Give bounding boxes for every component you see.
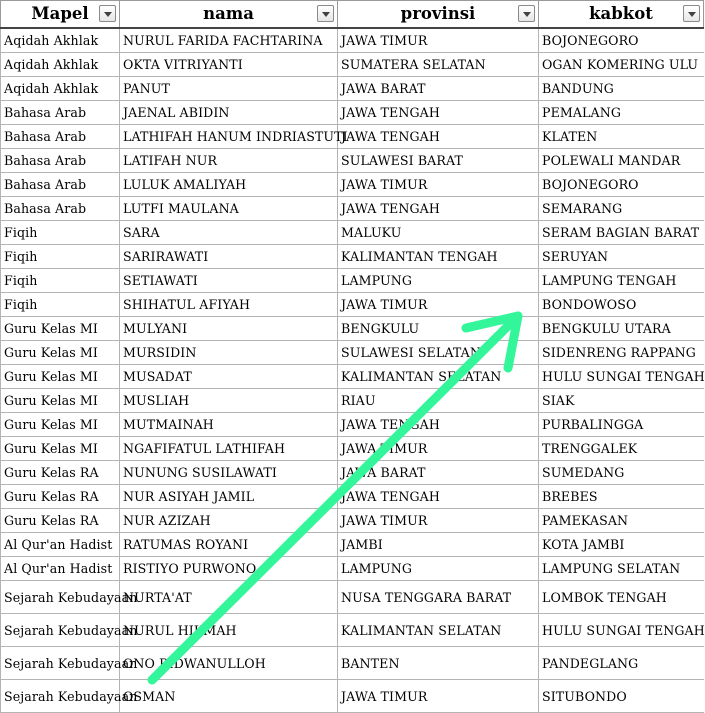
- cell-kabkot[interactable]: BOJONEGORO: [539, 28, 704, 53]
- cell-nama[interactable]: ONO RIDWANULLOH: [120, 647, 338, 680]
- cell-nama[interactable]: OSMAN: [120, 680, 338, 713]
- cell-nama[interactable]: MURSIDIN: [120, 341, 338, 365]
- cell-nama[interactable]: LUTFI MAULANA: [120, 197, 338, 221]
- table-row: [1, 437, 704, 461]
- cell-nama[interactable]: RISTIYO PURWONO: [120, 557, 338, 581]
- filter-dropdown-icon[interactable]: [683, 5, 700, 22]
- cell-mapel[interactable]: Bahasa Arab: [1, 173, 120, 197]
- header-row: [1, 1, 704, 29]
- table-row: [1, 509, 704, 533]
- cell-provinsi[interactable]: JAWA TENGAH: [338, 125, 539, 149]
- table-row: [1, 413, 704, 437]
- cell-mapel[interactable]: Guru Kelas MI: [1, 365, 120, 389]
- header-nama-label: nama: [203, 4, 254, 23]
- cell-provinsi[interactable]: JAWA TENGAH: [338, 485, 539, 509]
- header-provinsi-label: provinsi: [400, 4, 476, 23]
- cell-kabkot[interactable]: BREBES: [539, 485, 704, 509]
- cell-nama[interactable]: SARIRAWATI: [120, 245, 338, 269]
- table-row: [1, 293, 704, 317]
- cell-provinsi[interactable]: JAWA BARAT: [338, 461, 539, 485]
- table-row: [1, 149, 704, 173]
- cell-mapel[interactable]: Guru Kelas RA: [1, 485, 120, 509]
- table-row: [1, 533, 704, 557]
- cell-mapel[interactable]: Fiqih: [1, 293, 120, 317]
- cell-provinsi[interactable]: JAWA TIMUR: [338, 509, 539, 533]
- cell-provinsi[interactable]: JAWA TIMUR: [338, 680, 539, 713]
- cell-kabkot[interactable]: LAMPUNG TENGAH: [539, 269, 704, 293]
- cell-kabkot[interactable]: SITUBONDO: [539, 680, 704, 713]
- cell-nama[interactable]: NUNUNG SUSILAWATI: [120, 461, 338, 485]
- cell-kabkot[interactable]: SERUYAN: [539, 245, 704, 269]
- cell-nama[interactable]: LATHIFAH HANUM INDRIASTUTI: [120, 125, 338, 149]
- cell-kabkot[interactable]: PANDEGLANG: [539, 647, 704, 680]
- cell-mapel[interactable]: Fiqih: [1, 221, 120, 245]
- cell-provinsi[interactable]: SULAWESI SELATAN: [338, 341, 539, 365]
- cell-provinsi[interactable]: LAMPUNG: [338, 557, 539, 581]
- cell-nama[interactable]: LATIFAH NUR: [120, 149, 338, 173]
- cell-mapel[interactable]: Bahasa Arab: [1, 149, 120, 173]
- cell-mapel[interactable]: Aqidah Akhlak: [1, 28, 120, 53]
- table-row: [1, 197, 704, 221]
- cell-kabkot[interactable]: SIAK: [539, 389, 704, 413]
- table-row: [1, 173, 704, 197]
- header-kabkot-label: kabkot: [589, 4, 653, 23]
- cell-nama[interactable]: NURUL HIKMAH: [120, 614, 338, 647]
- cell-kabkot[interactable]: HULU SUNGAI TENGAH: [539, 365, 704, 389]
- filter-dropdown-icon[interactable]: [317, 5, 334, 22]
- cell-nama[interactable]: NUR ASIYAH JAMIL: [120, 485, 338, 509]
- table-row: [1, 221, 704, 245]
- cell-mapel[interactable]: Al Qur'an Hadist: [1, 533, 120, 557]
- cell-kabkot[interactable]: SUMEDANG: [539, 461, 704, 485]
- cell-nama[interactable]: OKTA VITRIYANTI: [120, 53, 338, 77]
- cell-provinsi[interactable]: SUMATERA SELATAN: [338, 53, 539, 77]
- table-row: [1, 461, 704, 485]
- cell-kabkot[interactable]: POLEWALI MANDAR: [539, 149, 704, 173]
- table-row: [1, 647, 704, 680]
- cell-provinsi[interactable]: MALUKU: [338, 221, 539, 245]
- filter-dropdown-icon[interactable]: [518, 5, 535, 22]
- cell-nama[interactable]: NURTA'AT: [120, 581, 338, 614]
- table-row: [1, 245, 704, 269]
- cell-mapel[interactable]: Fiqih: [1, 245, 120, 269]
- cell-provinsi[interactable]: BANTEN: [338, 647, 539, 680]
- cell-mapel[interactable]: Guru Kelas RA: [1, 461, 120, 485]
- cell-kabkot[interactable]: SEMARANG: [539, 197, 704, 221]
- cell-kabkot[interactable]: PURBALINGGA: [539, 413, 704, 437]
- cell-nama[interactable]: LULUK AMALIYAH: [120, 173, 338, 197]
- cell-provinsi[interactable]: NUSA TENGGARA BARAT: [338, 581, 539, 614]
- cell-kabkot[interactable]: HULU SUNGAI TENGAH: [539, 614, 704, 647]
- cell-kabkot[interactable]: BANDUNG: [539, 77, 704, 101]
- cell-mapel[interactable]: Bahasa Arab: [1, 125, 120, 149]
- cell-nama[interactable]: MULYANI: [120, 317, 338, 341]
- cell-mapel[interactable]: Guru Kelas MI: [1, 389, 120, 413]
- cell-provinsi[interactable]: JAWA TENGAH: [338, 197, 539, 221]
- cell-nama[interactable]: MUSADAT: [120, 365, 338, 389]
- cell-nama[interactable]: SHIHATUL AFIYAH: [120, 293, 338, 317]
- cell-nama[interactable]: JAENAL ABIDIN: [120, 101, 338, 125]
- cell-mapel[interactable]: Sejarah Kebudayaan: [1, 614, 120, 647]
- table-row: [1, 581, 704, 614]
- cell-mapel[interactable]: Guru Kelas MI: [1, 341, 120, 365]
- table-row: [1, 389, 704, 413]
- cell-kabkot[interactable]: SIDENRENG RAPPANG: [539, 341, 704, 365]
- cell-kabkot[interactable]: BONDOWOSO: [539, 293, 704, 317]
- cell-mapel[interactable]: Sejarah Kebudayaan: [1, 647, 120, 680]
- cell-provinsi[interactable]: JAWA TENGAH: [338, 413, 539, 437]
- header-mapel-label: Mapel: [31, 4, 89, 23]
- header-provinsi: [338, 1, 539, 29]
- cell-provinsi[interactable]: KALIMANTAN SELATAN: [338, 614, 539, 647]
- cell-kabkot[interactable]: PAMEKASAN: [539, 509, 704, 533]
- cell-mapel[interactable]: Bahasa Arab: [1, 101, 120, 125]
- header-mapel: [1, 1, 120, 29]
- cell-provinsi[interactable]: SULAWESI BARAT: [338, 149, 539, 173]
- cell-mapel[interactable]: Sejarah Kebudayaan: [1, 680, 120, 713]
- cell-mapel[interactable]: Bahasa Arab: [1, 197, 120, 221]
- table-row: [1, 317, 704, 341]
- cell-provinsi[interactable]: KALIMANTAN SELATAN: [338, 365, 539, 389]
- table-row: [1, 614, 704, 647]
- cell-mapel[interactable]: Aqidah Akhlak: [1, 77, 120, 101]
- cell-mapel[interactable]: Aqidah Akhlak: [1, 53, 120, 77]
- cell-kabkot[interactable]: TRENGGALEK: [539, 437, 704, 461]
- table-row: [1, 101, 704, 125]
- table-row: [1, 269, 704, 293]
- cell-kabkot[interactable]: PEMALANG: [539, 101, 704, 125]
- table-row: [1, 557, 704, 581]
- cell-mapel[interactable]: Guru Kelas MI: [1, 437, 120, 461]
- cell-kabkot[interactable]: SERAM BAGIAN BARAT: [539, 221, 704, 245]
- cell-provinsi[interactable]: LAMPUNG: [338, 269, 539, 293]
- cell-mapel[interactable]: Guru Kelas RA: [1, 509, 120, 533]
- cell-mapel[interactable]: Guru Kelas MI: [1, 413, 120, 437]
- cell-mapel[interactable]: Guru Kelas MI: [1, 317, 120, 341]
- header-kabkot: [539, 1, 704, 29]
- cell-nama[interactable]: SARA: [120, 221, 338, 245]
- filter-dropdown-icon[interactable]: [99, 5, 116, 22]
- header-nama: [120, 1, 338, 29]
- table-row: [1, 28, 704, 53]
- cell-nama[interactable]: NUR AZIZAH: [120, 509, 338, 533]
- table-row: [1, 53, 704, 77]
- cell-kabkot[interactable]: BENGKULU UTARA: [539, 317, 704, 341]
- cell-provinsi[interactable]: JAWA BARAT: [338, 77, 539, 101]
- cell-provinsi[interactable]: RIAU: [338, 389, 539, 413]
- table-row: [1, 77, 704, 101]
- cell-provinsi[interactable]: JAWA TIMUR: [338, 28, 539, 53]
- cell-nama[interactable]: MUTMAINAH: [120, 413, 338, 437]
- cell-nama[interactable]: MUSLIAH: [120, 389, 338, 413]
- cell-nama[interactable]: NURUL FARIDA FACHTARINA: [120, 28, 338, 53]
- cell-kabkot[interactable]: KLATEN: [539, 125, 704, 149]
- table-row: [1, 341, 704, 365]
- cell-provinsi[interactable]: KALIMANTAN TENGAH: [338, 245, 539, 269]
- cell-nama[interactable]: RATUMAS ROYANI: [120, 533, 338, 557]
- cell-provinsi[interactable]: JAWA TIMUR: [338, 173, 539, 197]
- cell-kabkot[interactable]: KOTA JAMBI: [539, 533, 704, 557]
- cell-mapel[interactable]: Sejarah Kebudayaan: [1, 581, 120, 614]
- cell-mapel[interactable]: Al Qur'an Hadist: [1, 557, 120, 581]
- table-row: [1, 365, 704, 389]
- cell-provinsi[interactable]: BENGKULU: [338, 317, 539, 341]
- cell-kabkot[interactable]: LAMPUNG SELATAN: [539, 557, 704, 581]
- cell-provinsi[interactable]: JAWA TIMUR: [338, 293, 539, 317]
- table-row: [1, 485, 704, 509]
- cell-provinsi[interactable]: JAWA TENGAH: [338, 101, 539, 125]
- table-row: [1, 680, 704, 713]
- cell-nama[interactable]: SETIAWATI: [120, 269, 338, 293]
- cell-kabkot[interactable]: LOMBOK TENGAH: [539, 581, 704, 614]
- cell-nama[interactable]: NGAFIFATUL LATHIFAH: [120, 437, 338, 461]
- cell-nama[interactable]: PANUT: [120, 77, 338, 101]
- table-row: [1, 125, 704, 149]
- cell-mapel[interactable]: Fiqih: [1, 269, 120, 293]
- cell-provinsi[interactable]: JAWA TIMUR: [338, 437, 539, 461]
- cell-kabkot[interactable]: OGAN KOMERING ULU: [539, 53, 704, 77]
- cell-provinsi[interactable]: JAMBI: [338, 533, 539, 557]
- cell-kabkot[interactable]: BOJONEGORO: [539, 173, 704, 197]
